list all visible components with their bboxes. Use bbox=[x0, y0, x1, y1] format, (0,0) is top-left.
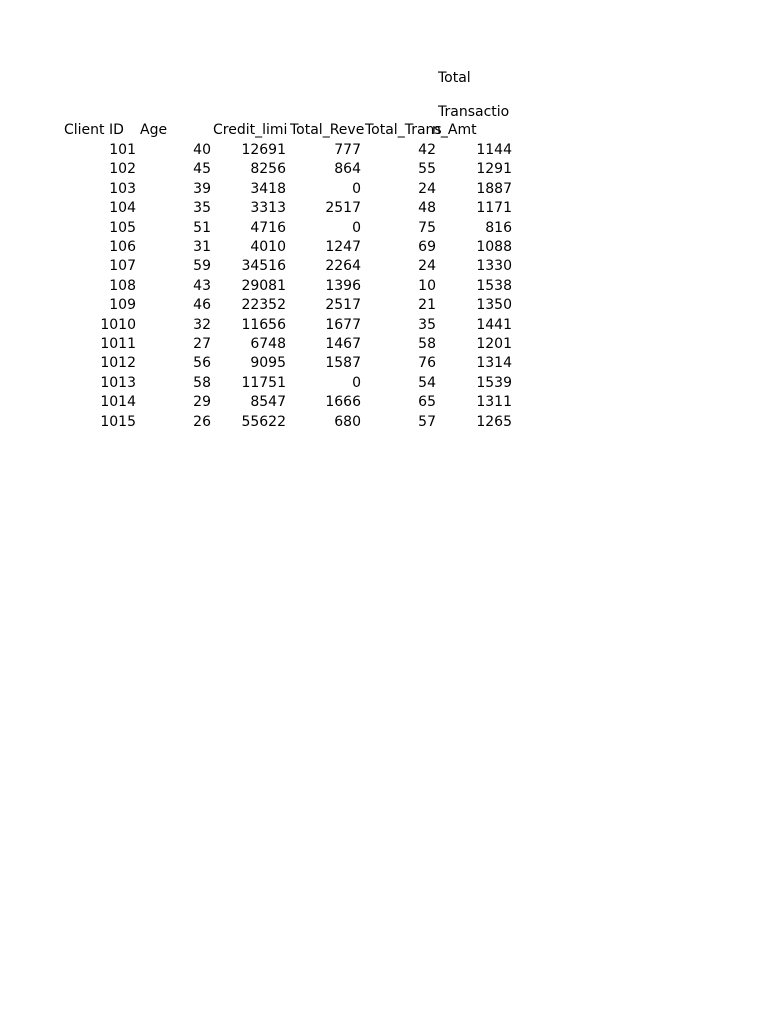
cell-total-revenue[interactable]: 1247 bbox=[325, 239, 361, 255]
cell-credit-limit[interactable]: 6748 bbox=[250, 336, 286, 352]
cell-credit-limit[interactable]: 8256 bbox=[250, 161, 286, 178]
cell-credit-limit[interactable]: 34516 bbox=[241, 258, 286, 275]
cell-total-transaction-amt[interactable]: 1350 bbox=[476, 297, 512, 314]
cell-total-transaction-amt[interactable]: 1144 bbox=[476, 142, 512, 158]
cell-credit-limit[interactable]: 4010 bbox=[250, 239, 286, 255]
cell-age[interactable]: 58 bbox=[193, 374, 211, 391]
cell-client-id[interactable]: 101 bbox=[109, 142, 136, 158]
cell-total-transaction-amt[interactable]: 1311 bbox=[476, 394, 512, 411]
cell-client-id[interactable]: 108 bbox=[109, 277, 136, 294]
cell-total-transaction-amt[interactable]: 1171 bbox=[476, 200, 512, 217]
cell-total-trans[interactable]: 42 bbox=[418, 142, 436, 158]
table-row bbox=[62, 238, 514, 257]
cell-age[interactable]: 51 bbox=[193, 219, 211, 236]
table-row bbox=[62, 335, 514, 354]
header-total-trans[interactable]: Total_Trans bbox=[365, 122, 442, 138]
cell-client-id[interactable]: 1013 bbox=[100, 374, 136, 391]
cell-total-revenue[interactable]: 0 bbox=[352, 180, 361, 197]
cell-client-id[interactable]: 1012 bbox=[100, 355, 136, 372]
cell-total-revenue[interactable]: 680 bbox=[334, 413, 361, 430]
cell-age[interactable]: 26 bbox=[193, 413, 211, 430]
cell-credit-limit[interactable]: 55622 bbox=[241, 413, 286, 430]
cell-total-transaction-amt[interactable]: 1539 bbox=[476, 374, 512, 391]
header-line-3: n_Amt bbox=[432, 122, 477, 138]
header-line-2: Transactio bbox=[438, 104, 510, 120]
cell-total-transaction-amt[interactable]: 1330 bbox=[476, 258, 512, 275]
cell-total-revenue[interactable]: 1677 bbox=[325, 316, 361, 333]
cell-total-trans[interactable]: 58 bbox=[418, 336, 436, 352]
header-line-1: Total bbox=[438, 70, 471, 86]
cell-total-transaction-amt[interactable]: 1088 bbox=[476, 239, 512, 255]
cell-client-id[interactable]: 1010 bbox=[100, 316, 136, 333]
cell-total-transaction-amt[interactable]: 1538 bbox=[476, 277, 512, 294]
cell-age[interactable]: 32 bbox=[193, 316, 211, 333]
cell-total-transaction-amt[interactable]: 1887 bbox=[476, 180, 512, 197]
cell-age[interactable]: 56 bbox=[193, 355, 211, 372]
cell-total-trans[interactable]: 24 bbox=[418, 180, 436, 197]
table-row bbox=[62, 141, 514, 160]
table-row bbox=[62, 180, 514, 199]
cell-credit-limit[interactable]: 9095 bbox=[250, 355, 286, 372]
cell-total-revenue[interactable]: 1587 bbox=[325, 355, 361, 372]
header-client-id[interactable]: Client ID bbox=[64, 122, 124, 138]
header-credit-limit[interactable]: Credit_limi bbox=[213, 122, 288, 138]
cell-total-transaction-amt[interactable]: 1265 bbox=[476, 413, 512, 430]
cell-age[interactable]: 35 bbox=[193, 200, 211, 217]
cell-total-transaction-amt[interactable]: 1291 bbox=[476, 161, 512, 178]
header-total-revenue[interactable]: Total_Reve bbox=[290, 122, 365, 138]
cell-total-trans[interactable]: 65 bbox=[418, 394, 436, 411]
cell-credit-limit[interactable]: 4716 bbox=[250, 219, 286, 236]
cell-client-id[interactable]: 103 bbox=[109, 180, 136, 197]
cell-age[interactable]: 40 bbox=[193, 142, 211, 158]
cell-total-revenue[interactable]: 2264 bbox=[325, 258, 361, 275]
cell-credit-limit[interactable]: 29081 bbox=[241, 277, 286, 294]
cell-total-revenue[interactable]: 777 bbox=[334, 142, 361, 158]
table-row bbox=[62, 257, 514, 276]
cell-client-id[interactable]: 1015 bbox=[100, 413, 136, 430]
cell-total-revenue[interactable]: 0 bbox=[352, 219, 361, 236]
cell-total-trans[interactable]: 76 bbox=[418, 355, 436, 372]
cell-client-id[interactable]: 1011 bbox=[100, 336, 136, 352]
table-row bbox=[62, 296, 514, 315]
cell-age[interactable]: 27 bbox=[193, 336, 211, 352]
cell-total-revenue[interactable]: 0 bbox=[352, 374, 361, 391]
cell-total-revenue[interactable]: 2517 bbox=[325, 297, 361, 314]
cell-total-trans[interactable]: 55 bbox=[418, 161, 436, 178]
table-row bbox=[62, 393, 514, 412]
cell-total-trans[interactable]: 54 bbox=[418, 374, 436, 391]
cell-total-revenue[interactable]: 1467 bbox=[325, 336, 361, 352]
cell-age[interactable]: 29 bbox=[193, 394, 211, 411]
cell-total-trans[interactable]: 75 bbox=[418, 219, 436, 236]
table-row bbox=[62, 354, 514, 373]
cell-client-id[interactable]: 109 bbox=[109, 297, 136, 314]
cell-age[interactable]: 39 bbox=[193, 180, 211, 197]
cell-total-transaction-amt[interactable]: 816 bbox=[485, 219, 512, 236]
cell-total-trans[interactable]: 35 bbox=[418, 316, 436, 333]
cell-client-id[interactable]: 102 bbox=[109, 161, 136, 178]
cell-total-transaction-amt[interactable]: 1314 bbox=[476, 355, 512, 372]
cell-age[interactable]: 43 bbox=[193, 277, 211, 294]
cell-total-trans[interactable]: 48 bbox=[418, 200, 436, 217]
cell-client-id[interactable]: 105 bbox=[109, 219, 136, 236]
cell-age[interactable]: 31 bbox=[193, 239, 211, 255]
cell-credit-limit[interactable]: 8547 bbox=[250, 394, 286, 411]
cell-client-id[interactable]: 106 bbox=[109, 239, 136, 255]
cell-total-trans[interactable]: 21 bbox=[418, 297, 436, 314]
cell-age[interactable]: 59 bbox=[193, 258, 211, 275]
table-row bbox=[62, 277, 514, 296]
cell-total-revenue[interactable]: 1396 bbox=[325, 277, 361, 294]
cell-total-revenue[interactable]: 2517 bbox=[325, 200, 361, 217]
table-row bbox=[62, 199, 514, 218]
table-row bbox=[62, 374, 514, 393]
cell-credit-limit[interactable]: 11656 bbox=[241, 316, 286, 333]
cell-age[interactable]: 45 bbox=[193, 161, 211, 178]
cell-client-id[interactable]: 107 bbox=[109, 258, 136, 275]
cell-total-revenue[interactable]: 1666 bbox=[325, 394, 361, 411]
header-row bbox=[62, 70, 514, 139]
cell-credit-limit[interactable]: 22352 bbox=[241, 297, 286, 314]
cell-total-trans[interactable]: 69 bbox=[418, 239, 436, 255]
cell-age[interactable]: 46 bbox=[193, 297, 211, 314]
cell-total-trans[interactable]: 10 bbox=[418, 277, 436, 294]
cell-credit-limit[interactable]: 3313 bbox=[250, 200, 286, 217]
table-row bbox=[62, 219, 514, 238]
cell-total-trans[interactable]: 24 bbox=[418, 258, 436, 275]
table-row bbox=[62, 160, 514, 179]
cell-credit-limit[interactable]: 3418 bbox=[250, 180, 286, 197]
cell-client-id[interactable]: 1014 bbox=[100, 394, 136, 411]
cell-client-id[interactable]: 104 bbox=[109, 200, 136, 217]
cell-credit-limit[interactable]: 12691 bbox=[241, 142, 286, 158]
cell-total-trans[interactable]: 57 bbox=[418, 413, 436, 430]
cell-total-revenue[interactable]: 864 bbox=[334, 161, 361, 178]
cell-total-transaction-amt[interactable]: 1441 bbox=[476, 316, 512, 333]
header-age[interactable]: Age bbox=[140, 122, 168, 138]
header-total-transaction-amt[interactable] bbox=[432, 69, 514, 139]
cell-credit-limit[interactable]: 11751 bbox=[241, 374, 286, 391]
table-row bbox=[62, 316, 514, 335]
cell-total-transaction-amt[interactable]: 1201 bbox=[476, 336, 512, 352]
table-row bbox=[62, 413, 514, 432]
